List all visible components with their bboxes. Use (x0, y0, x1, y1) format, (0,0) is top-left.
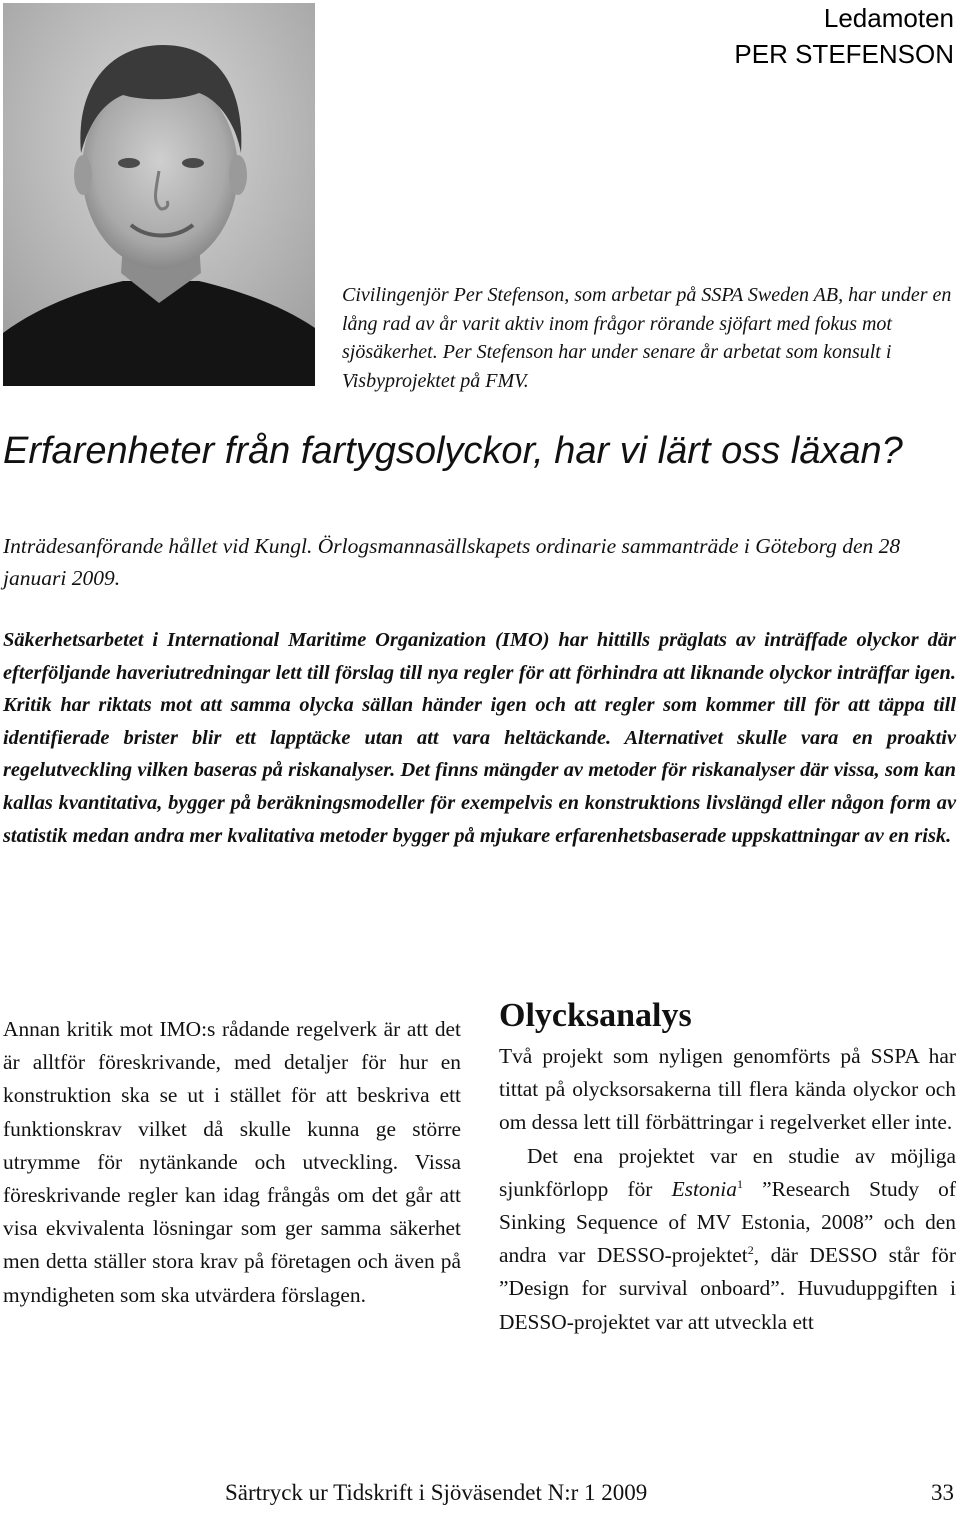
body-column-right (499, 992, 956, 1339)
body-paragraph (499, 1140, 956, 1339)
ship-name: Estonia (671, 1176, 737, 1201)
article-title: Erfarenheter från fartygsolyckor, har vi lärt oss läxan? (3, 430, 903, 472)
article-lead: Säkerhetsarbetet i International Maritime Organization (IMO) har hittills präglats av inträffade olyckor där efterföljande haveriutredningar lett till förslag till nya regler för att förhindra att liknande olyckor inträffar igen. Kritik har riktats mot att samma olycka sällan händer igen och att regler som kommer till för att täppa till identifierade brister blir ett lapptäcke utan att vara heltäckande. Alternativet skulle vara en proaktiv regelutveckling vilken baseras på riskanalyser. Det finns mängder av metoder för riskanalyser där vissa, som kan kallas kvantitativa, bygger på beräkningsmodeller för exempelvis en konstruktions livslängd eller någon form av statistik medan andra mer kvalitativa metoder bygger på mjukare erfarenhetsbaserade uppskattningar av en risk. (3, 629, 956, 847)
footnote-ref[interactable]: 2 (747, 1243, 754, 1258)
header-kicker: Ledamoten (823, 3, 954, 33)
page-number: 33 (931, 1480, 954, 1505)
body-text: , där DESSO står för ”Design for survival onboard”. Huvuduppgiften i DESSO-projektet var att utveckla ett (499, 1243, 956, 1334)
article-subtitle: Inträdesanförande hållet vid Kungl. Örlogsmannasällskapets ordinarie sammanträde i Göteborg den 28 januari 2009. (3, 534, 901, 590)
body-text: Det ena projektet var en studie av möjliga sjunkförlopp för (499, 1143, 956, 1201)
author-intro: Civilingenjör Per Stefenson, som arbetar på SSPA Sweden AB, har under en lång rad av år varit aktiv inom frågor rörande sjöfart med fokus mot sjösäkerhet. Per Stefenson har under senare år arbetat som konsult i Visbyprojektet på FMV. (342, 284, 952, 392)
portrait-photo (3, 3, 315, 386)
body-paragraph: Två projekt som nyligen genomförts på SSPA har tittat på olycksorsakerna till flera kända olyckor och om dessa lett till förbättringar i regelverket eller inte. (499, 1044, 956, 1135)
portrait-icon (3, 3, 315, 386)
body-column-left: Annan kritik mot IMO:s rådande regelverk är att det är alltför föreskrivande, med detaljer för hur en konstruktion ska se ut i stället för att beskriva ett funktionskrav vilket då skulle kunna ge större utrymme för nytänkande och utveckling. Vissa föreskrivande regler kan idag frångås om det går att visa ekvivalenta lösningar som ger samma säkerhet men detta ställer stora krav på företagen och även på myndigheten som ska utvärdera förslagen. (3, 1017, 461, 1307)
author-header (734, 0, 954, 72)
section-heading: Olycksanalys (499, 997, 692, 1034)
footnote-ref[interactable]: 1 (736, 1176, 743, 1191)
header-name: PER STEFENSON (734, 39, 954, 69)
footer-source: Särtryck ur Tidskrift i Sjöväsendet N:r 1 2009 (225, 1480, 648, 1505)
body-text: ”Research Study of Sinking Sequence of MV Estonia, 2008” och den andra var DESSO-projektet (499, 1176, 956, 1268)
